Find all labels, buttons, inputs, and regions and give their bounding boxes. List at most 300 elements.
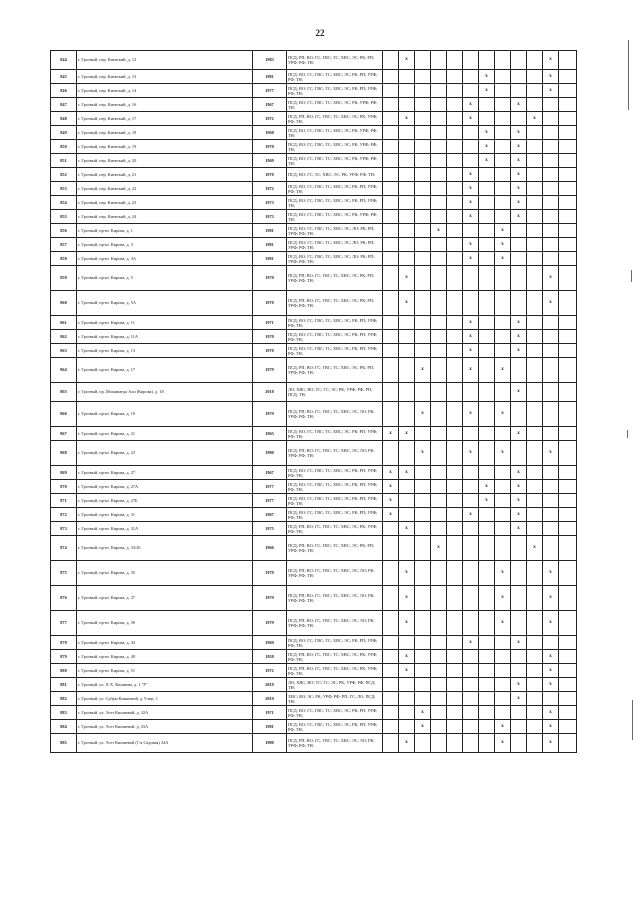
row-mark-cell bbox=[415, 664, 431, 678]
row-mark-cell: x bbox=[479, 140, 495, 154]
table-row bbox=[51, 98, 577, 112]
row-address: г. Грозный, пер. Киевский, д. 21 bbox=[77, 168, 253, 182]
row-year: 2019 bbox=[253, 692, 287, 706]
row-mark-cell bbox=[495, 508, 511, 522]
row-year: 1977 bbox=[253, 84, 287, 98]
row-mark-cell bbox=[431, 51, 447, 70]
row-mark-cell bbox=[415, 252, 431, 266]
row-mark-cell bbox=[383, 316, 399, 330]
row-works: ПСД; РП; ВО; ГС; ГВС; ТС; ХВС; ЭС; РК; РП; УРФ; РФ; ТН; bbox=[287, 358, 383, 383]
row-mark-cell: x bbox=[495, 734, 511, 753]
row-number: 862 bbox=[51, 330, 77, 344]
row-mark-cell bbox=[527, 224, 543, 238]
row-mark-cell: x bbox=[399, 266, 415, 291]
table-row bbox=[51, 664, 577, 678]
row-mark-cell: x bbox=[399, 291, 415, 316]
row-mark-cell bbox=[463, 480, 479, 494]
row-works: ПСД; ВО; ГС; ГВС; ТС; ХВС; ЭС; РК; РП; УРФ; РФ; ТН; bbox=[287, 466, 383, 480]
row-works: ПСД; РП; ВО; ГС; ГВС; ТС; ХВС; ЭС; ЛО; РК; УРФ; РФ; ТН; bbox=[287, 561, 383, 586]
row-mark-cell bbox=[495, 344, 511, 358]
row-mark-cell bbox=[447, 466, 463, 480]
row-mark-cell bbox=[383, 344, 399, 358]
row-address: г. Грозный, пр-кт. Кирова, д. 19 bbox=[77, 402, 253, 427]
row-number: 876 bbox=[51, 586, 77, 611]
row-mark-cell bbox=[511, 402, 527, 427]
row-number: 853 bbox=[51, 182, 77, 196]
row-mark-cell bbox=[447, 252, 463, 266]
row-mark-cell: x bbox=[463, 196, 479, 210]
row-mark-cell bbox=[447, 383, 463, 402]
row-address: г. Грозный, пр-кт. Кирова, д. 13 bbox=[77, 344, 253, 358]
table-row bbox=[51, 182, 577, 196]
row-mark-cell bbox=[479, 720, 495, 734]
row-mark-cell bbox=[399, 168, 415, 182]
row-mark-cell: x bbox=[511, 140, 527, 154]
row-address: г. Грозный, пер. Киевский, д. 14 bbox=[77, 84, 253, 98]
row-works: ЛО; ХВС; ВО; ТС; ГС; ЭС; РК; УРФ; РФ; ПСД; ТН; bbox=[287, 678, 383, 692]
row-year: 1983 bbox=[253, 51, 287, 70]
row-mark-cell bbox=[479, 168, 495, 182]
row-mark-cell bbox=[543, 402, 559, 427]
row-number: 866 bbox=[51, 402, 77, 427]
row-mark-cell bbox=[559, 196, 577, 210]
row-mark-cell: x bbox=[527, 536, 543, 561]
row-mark-cell bbox=[463, 561, 479, 586]
row-mark-cell bbox=[559, 508, 577, 522]
scan-edge-mark bbox=[627, 430, 628, 438]
row-mark-cell bbox=[431, 316, 447, 330]
row-mark-cell bbox=[527, 330, 543, 344]
row-mark-cell bbox=[479, 98, 495, 112]
row-mark-cell: x bbox=[415, 441, 431, 466]
row-mark-cell bbox=[447, 291, 463, 316]
table-row bbox=[51, 252, 577, 266]
row-mark-cell bbox=[383, 168, 399, 182]
row-number: 855 bbox=[51, 210, 77, 224]
row-mark-cell bbox=[431, 330, 447, 344]
row-mark-cell bbox=[383, 291, 399, 316]
row-address: г. Грозный, пер. Киевский, д. 12 bbox=[77, 51, 253, 70]
row-mark-cell bbox=[559, 252, 577, 266]
row-mark-cell: x bbox=[495, 358, 511, 383]
row-mark-cell bbox=[447, 650, 463, 664]
row-address: г. Грозный, пр-кт. Кирова, д. 37 bbox=[77, 586, 253, 611]
row-mark-cell bbox=[495, 168, 511, 182]
row-mark-cell bbox=[463, 224, 479, 238]
row-mark-cell bbox=[527, 210, 543, 224]
row-mark-cell: x bbox=[399, 112, 415, 126]
row-address: г. Грозный, пр-кт. Кирова, д. 5 bbox=[77, 266, 253, 291]
row-address: г. Грозный, пр-кт. Кирова, д. 43 bbox=[77, 636, 253, 650]
row-mark-cell bbox=[559, 70, 577, 84]
row-mark-cell bbox=[559, 494, 577, 508]
row-mark-cell bbox=[463, 140, 479, 154]
row-works: ПСД; ВО; ГС; ГВС; ТС; ХВС; ЭС; РК; РП; УРФ; РФ; ТН; bbox=[287, 636, 383, 650]
row-mark-cell bbox=[559, 650, 577, 664]
row-number: 861 bbox=[51, 316, 77, 330]
row-mark-cell bbox=[527, 508, 543, 522]
row-mark-cell: x bbox=[511, 383, 527, 402]
row-mark-cell bbox=[463, 494, 479, 508]
row-mark-cell bbox=[559, 441, 577, 466]
row-mark-cell bbox=[431, 494, 447, 508]
row-mark-cell bbox=[415, 154, 431, 168]
row-mark-cell bbox=[543, 154, 559, 168]
row-number: 864 bbox=[51, 358, 77, 383]
row-number: 874 bbox=[51, 536, 77, 561]
row-mark-cell bbox=[399, 238, 415, 252]
row-mark-cell: x bbox=[463, 252, 479, 266]
row-mark-cell bbox=[527, 466, 543, 480]
row-mark-cell bbox=[527, 196, 543, 210]
row-mark-cell bbox=[479, 330, 495, 344]
row-year: 1971 bbox=[253, 706, 287, 720]
table-row bbox=[51, 168, 577, 182]
row-number: 868 bbox=[51, 441, 77, 466]
row-mark-cell: x bbox=[511, 692, 527, 706]
row-mark-cell bbox=[399, 480, 415, 494]
row-address: г. Грозный, пер. Киевский, д. 19 bbox=[77, 140, 253, 154]
row-mark-cell bbox=[431, 98, 447, 112]
row-mark-cell bbox=[415, 266, 431, 291]
row-mark-cell bbox=[431, 70, 447, 84]
row-mark-cell bbox=[527, 140, 543, 154]
row-mark-cell bbox=[527, 98, 543, 112]
row-mark-cell bbox=[527, 636, 543, 650]
row-works: ПСД; ВО; ГС; ГВС; ТС; ХВС; ЭС; РК; РП; УРФ; РФ; ТН; bbox=[287, 494, 383, 508]
row-mark-cell bbox=[415, 126, 431, 140]
row-mark-cell bbox=[495, 636, 511, 650]
row-mark-cell bbox=[415, 182, 431, 196]
row-mark-cell bbox=[479, 224, 495, 238]
row-mark-cell bbox=[479, 182, 495, 196]
row-address: г. Грозный, пр-кт. Кирова, д. 3 bbox=[77, 238, 253, 252]
row-mark-cell bbox=[527, 344, 543, 358]
row-address: г. Грозный, ул. Эсет Кишиевой, д. 33А bbox=[77, 720, 253, 734]
row-mark-cell bbox=[431, 358, 447, 383]
row-works: ПСД; РП; ВО; ГС; ГВС; ТС; ХВС; ЭС; РК; РП; УРФ; РФ; ТН; bbox=[287, 291, 383, 316]
row-mark-cell bbox=[447, 196, 463, 210]
row-mark-cell bbox=[543, 383, 559, 402]
row-mark-cell bbox=[447, 316, 463, 330]
row-mark-cell bbox=[527, 182, 543, 196]
row-mark-cell bbox=[495, 266, 511, 291]
row-mark-cell: x bbox=[383, 494, 399, 508]
row-mark-cell bbox=[447, 494, 463, 508]
row-mark-cell: x bbox=[511, 508, 527, 522]
row-mark-cell bbox=[399, 536, 415, 561]
row-mark-cell bbox=[383, 522, 399, 536]
row-mark-cell: x bbox=[495, 224, 511, 238]
row-works: ПСД; ВО; ГС; ТС; ХВС; ЭС; РК; УРФ; РФ; ТН; bbox=[287, 168, 383, 182]
row-mark-cell bbox=[415, 383, 431, 402]
row-mark-cell bbox=[399, 252, 415, 266]
row-number: 863 bbox=[51, 344, 77, 358]
row-number: 884 bbox=[51, 720, 77, 734]
row-mark-cell bbox=[415, 650, 431, 664]
row-mark-cell: x bbox=[415, 706, 431, 720]
row-mark-cell bbox=[463, 734, 479, 753]
row-mark-cell bbox=[447, 168, 463, 182]
row-mark-cell bbox=[479, 112, 495, 126]
row-mark-cell: x bbox=[511, 98, 527, 112]
row-mark-cell bbox=[527, 650, 543, 664]
row-mark-cell bbox=[431, 196, 447, 210]
page-number: 22 bbox=[315, 28, 325, 38]
row-address: г. Грозный, пр-кт. Кирова, д. 27Б bbox=[77, 494, 253, 508]
row-mark-cell bbox=[559, 112, 577, 126]
table-row bbox=[51, 427, 577, 441]
row-mark-cell bbox=[527, 266, 543, 291]
row-year: 1975 bbox=[253, 522, 287, 536]
row-mark-cell bbox=[415, 508, 431, 522]
row-mark-cell: x bbox=[543, 84, 559, 98]
row-mark-cell: x bbox=[431, 536, 447, 561]
row-mark-cell: x bbox=[463, 210, 479, 224]
row-address: г. Грозный, пр. Мохаммеда Али (Кирова), д. 18 bbox=[77, 383, 253, 402]
row-mark-cell bbox=[543, 427, 559, 441]
row-mark-cell bbox=[399, 678, 415, 692]
table-row bbox=[51, 586, 577, 611]
table-row bbox=[51, 358, 577, 383]
row-mark-cell bbox=[479, 383, 495, 402]
row-works: ПСД; ВО; ГС; ГВС; ТС; ХВС; ЭС; РК; УРФ; РФ; ТН; bbox=[287, 140, 383, 154]
row-number: 870 bbox=[51, 480, 77, 494]
row-mark-cell bbox=[511, 266, 527, 291]
row-mark-cell bbox=[447, 611, 463, 636]
row-mark-cell bbox=[559, 678, 577, 692]
row-mark-cell bbox=[495, 316, 511, 330]
row-mark-cell bbox=[527, 441, 543, 466]
row-mark-cell: x bbox=[543, 266, 559, 291]
row-mark-cell bbox=[399, 383, 415, 402]
table-row bbox=[51, 330, 577, 344]
row-mark-cell: x bbox=[463, 344, 479, 358]
row-mark-cell bbox=[447, 182, 463, 196]
row-year: 1968 bbox=[253, 126, 287, 140]
row-address: г. Грозный, пер. Киевский, д. 18 bbox=[77, 126, 253, 140]
row-mark-cell bbox=[543, 508, 559, 522]
table-row bbox=[51, 720, 577, 734]
row-works: ПСД; ВО; ГС; ГВС; ТС; ХВС; ЭС; РК; РП; УРФ; РФ; ТН; bbox=[287, 344, 383, 358]
row-mark-cell: x bbox=[511, 154, 527, 168]
row-mark-cell bbox=[383, 224, 399, 238]
row-mark-cell bbox=[447, 330, 463, 344]
row-mark-cell bbox=[431, 441, 447, 466]
row-mark-cell bbox=[463, 611, 479, 636]
row-mark-cell bbox=[527, 383, 543, 402]
row-works: ПСД; РП; ВО; ГС; ГВС; ТС; ХВС; ЭС; РК; УРФ; РФ; ТН; bbox=[287, 664, 383, 678]
row-mark-cell: x bbox=[511, 427, 527, 441]
row-address: г. Грозный, ул. Эсет Кишиевой (1-я Садовая) 34А bbox=[77, 734, 253, 753]
row-address: г. Грозный, пр-кт. Кирова, д. 31 bbox=[77, 508, 253, 522]
row-number: 882 bbox=[51, 692, 77, 706]
row-mark-cell bbox=[543, 636, 559, 650]
row-mark-cell bbox=[559, 182, 577, 196]
scan-edge-mark bbox=[631, 270, 632, 282]
row-mark-cell: x bbox=[543, 586, 559, 611]
row-mark-cell: x bbox=[415, 358, 431, 383]
row-mark-cell bbox=[559, 692, 577, 706]
row-number: 871 bbox=[51, 494, 77, 508]
table-row bbox=[51, 466, 577, 480]
row-mark-cell bbox=[383, 720, 399, 734]
row-mark-cell bbox=[479, 427, 495, 441]
row-mark-cell: x bbox=[495, 441, 511, 466]
row-mark-cell bbox=[511, 536, 527, 561]
row-year: 1970 bbox=[253, 168, 287, 182]
row-mark-cell bbox=[511, 70, 527, 84]
row-mark-cell bbox=[559, 720, 577, 734]
row-mark-cell bbox=[527, 427, 543, 441]
row-mark-cell bbox=[431, 266, 447, 291]
row-works: ПСД; ВО; ГС; ГВС; ТС; ХВС; ЭС; РК; УРФ; РФ; ТН; bbox=[287, 126, 383, 140]
row-mark-cell: x bbox=[463, 98, 479, 112]
row-mark-cell: x bbox=[543, 611, 559, 636]
row-mark-cell bbox=[383, 196, 399, 210]
row-address: г. Грозный, пр-кт. Кирова, д. 31А bbox=[77, 522, 253, 536]
row-mark-cell bbox=[383, 154, 399, 168]
row-mark-cell bbox=[463, 84, 479, 98]
row-mark-cell bbox=[383, 252, 399, 266]
row-year: 1977 bbox=[253, 494, 287, 508]
row-mark-cell bbox=[527, 692, 543, 706]
row-mark-cell bbox=[463, 706, 479, 720]
row-mark-cell: x bbox=[463, 112, 479, 126]
row-address: г. Грозный, пр-кт. Кирова, д. 51 bbox=[77, 664, 253, 678]
row-mark-cell bbox=[383, 383, 399, 402]
row-mark-cell: x bbox=[511, 210, 527, 224]
table-row bbox=[51, 316, 577, 330]
row-mark-cell bbox=[431, 84, 447, 98]
row-mark-cell bbox=[399, 70, 415, 84]
row-mark-cell bbox=[495, 140, 511, 154]
row-year: 1979 bbox=[253, 586, 287, 611]
row-mark-cell bbox=[415, 98, 431, 112]
row-address: г. Грозный, пр-кт. Кирова, д. 1 bbox=[77, 224, 253, 238]
table-row bbox=[51, 266, 577, 291]
row-mark-cell bbox=[527, 480, 543, 494]
row-mark-cell bbox=[543, 522, 559, 536]
row-mark-cell bbox=[399, 126, 415, 140]
table-row bbox=[51, 650, 577, 664]
row-works: ПСД; ВО; ГС; ГВС; ТС; ХВС; ЭС; РК; РП; УРФ; РФ; ТН; bbox=[287, 182, 383, 196]
row-year: 1980 bbox=[253, 734, 287, 753]
row-mark-cell bbox=[559, 126, 577, 140]
row-number: 869 bbox=[51, 466, 77, 480]
row-mark-cell: x bbox=[415, 402, 431, 427]
row-mark-cell bbox=[559, 168, 577, 182]
row-mark-cell: x bbox=[383, 480, 399, 494]
row-year: 2019 bbox=[253, 678, 287, 692]
row-mark-cell bbox=[383, 402, 399, 427]
table-row bbox=[51, 402, 577, 427]
table-row bbox=[51, 140, 577, 154]
row-mark-cell bbox=[479, 316, 495, 330]
row-mark-cell bbox=[511, 586, 527, 611]
row-mark-cell bbox=[511, 720, 527, 734]
row-number: 872 bbox=[51, 508, 77, 522]
row-mark-cell bbox=[447, 51, 463, 70]
row-mark-cell bbox=[479, 291, 495, 316]
row-mark-cell: x bbox=[543, 51, 559, 70]
row-mark-cell bbox=[431, 168, 447, 182]
row-number: 847 bbox=[51, 98, 77, 112]
row-mark-cell: x bbox=[495, 238, 511, 252]
row-mark-cell bbox=[543, 112, 559, 126]
scan-edge-mark bbox=[628, 40, 629, 110]
table-row bbox=[51, 51, 577, 70]
row-address: г. Грозный, пр-кт. Кирова, д. 27А bbox=[77, 480, 253, 494]
row-mark-cell: x bbox=[511, 126, 527, 140]
row-works: ПСД; РП; ВО; ГС; ГВС; ТС; ХВС; ЭС; РК; УРФ; РФ; ТН; bbox=[287, 650, 383, 664]
row-works: ХВС; ВО; ЭС; РК; УРФ; РФ; РП; ГС; ЛО; ПСД; ТН; bbox=[287, 692, 383, 706]
table-row bbox=[51, 692, 577, 706]
table-row bbox=[51, 126, 577, 140]
row-mark-cell: x bbox=[399, 734, 415, 753]
row-year: 1966 bbox=[253, 536, 287, 561]
row-mark-cell: x bbox=[415, 720, 431, 734]
row-year: 1981 bbox=[253, 252, 287, 266]
table-row bbox=[51, 561, 577, 586]
row-mark-cell bbox=[415, 224, 431, 238]
row-mark-cell bbox=[431, 182, 447, 196]
table-row bbox=[51, 536, 577, 561]
row-mark-cell bbox=[383, 140, 399, 154]
row-mark-cell bbox=[383, 664, 399, 678]
row-mark-cell bbox=[431, 210, 447, 224]
table-row bbox=[51, 112, 577, 126]
table-row bbox=[51, 154, 577, 168]
row-mark-cell bbox=[543, 126, 559, 140]
row-mark-cell bbox=[447, 561, 463, 586]
row-year: 1979 bbox=[253, 611, 287, 636]
row-mark-cell bbox=[479, 252, 495, 266]
row-mark-cell bbox=[383, 182, 399, 196]
row-mark-cell bbox=[447, 98, 463, 112]
row-mark-cell: x bbox=[479, 70, 495, 84]
row-number: 856 bbox=[51, 224, 77, 238]
row-mark-cell bbox=[431, 586, 447, 611]
row-mark-cell bbox=[431, 344, 447, 358]
row-year: 1972 bbox=[253, 664, 287, 678]
row-year: 1977 bbox=[253, 480, 287, 494]
row-address: г. Грозный, пр-кт. Кирова, д. 11А bbox=[77, 330, 253, 344]
row-address: г. Грозный, пр-кт. Кирова, д. 11 bbox=[77, 316, 253, 330]
row-mark-cell bbox=[447, 427, 463, 441]
row-mark-cell bbox=[495, 291, 511, 316]
table-row bbox=[51, 706, 577, 720]
table-row bbox=[51, 636, 577, 650]
row-mark-cell bbox=[415, 427, 431, 441]
row-mark-cell bbox=[479, 586, 495, 611]
row-mark-cell bbox=[415, 522, 431, 536]
row-number: 851 bbox=[51, 154, 77, 168]
row-mark-cell bbox=[543, 252, 559, 266]
row-works: ПСД; ВО; ГС; ГВС; ТС; ХВС; ЭС; ЛО; РК; РП; УРФ; РФ; ТН; bbox=[287, 238, 383, 252]
row-number: 850 bbox=[51, 140, 77, 154]
row-number: 865 bbox=[51, 383, 77, 402]
row-mark-cell bbox=[479, 402, 495, 427]
row-mark-cell bbox=[559, 238, 577, 252]
row-mark-cell bbox=[527, 720, 543, 734]
row-works: ПСД; ВО; ГС; ГВС; ТС; ХВС; ЭС; РК; РП; УРФ; РФ; ТН; bbox=[287, 427, 383, 441]
row-mark-cell bbox=[527, 238, 543, 252]
row-year: 1980 bbox=[253, 441, 287, 466]
row-mark-cell bbox=[495, 51, 511, 70]
row-mark-cell bbox=[527, 70, 543, 84]
row-mark-cell bbox=[431, 126, 447, 140]
